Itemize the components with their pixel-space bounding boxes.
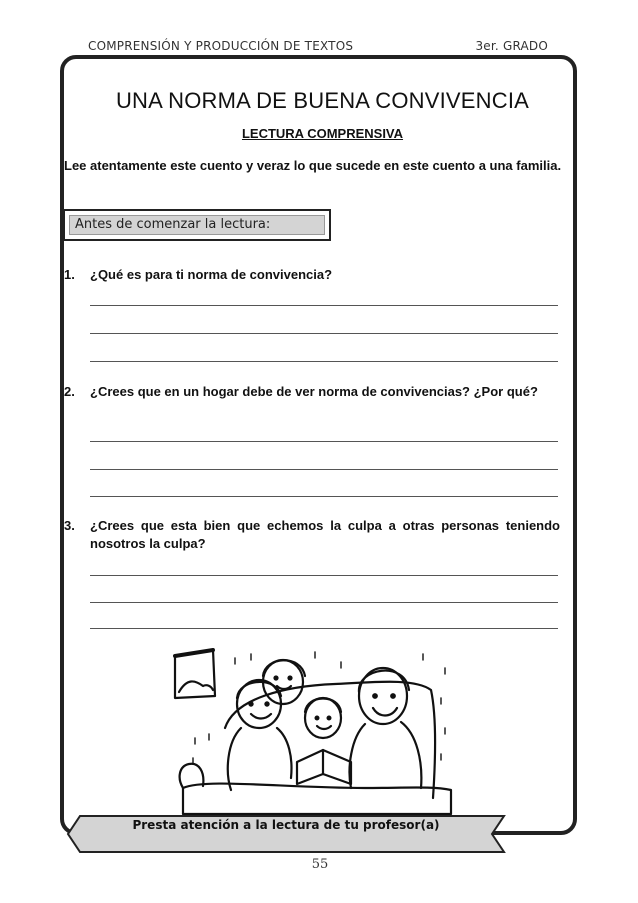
before-reading-box [63, 209, 331, 241]
answer-line[interactable] [90, 361, 558, 362]
banner-text: Presta atención a la lectura de tu profesor(a) [132, 818, 440, 832]
answer-line[interactable] [90, 469, 558, 470]
family-reading-illustration [165, 638, 465, 816]
answer-line[interactable] [90, 496, 558, 497]
grade-label: 3er. GRADO [475, 39, 548, 53]
question-text: ¿Crees que esta bien que echemos la culpa a otras personas teniendo nosotros la culpa? [90, 518, 560, 551]
answer-line[interactable] [90, 628, 558, 629]
question-2 [64, 383, 560, 401]
answer-line[interactable] [90, 305, 558, 306]
answer-line[interactable] [90, 602, 558, 603]
before-reading-label: Antes de comenzar la lectura: [75, 217, 271, 232]
question-number: 1. [64, 267, 75, 282]
question-number: 3. [64, 518, 75, 533]
intro-text: Lee atentamente este cuento y veraz lo que sucede en este cuento a una familia. [64, 158, 562, 173]
answer-line[interactable] [90, 333, 558, 334]
question-number: 2. [64, 384, 75, 399]
answer-line[interactable] [90, 441, 558, 442]
section-subtitle: LECTURA COMPRENSIVA [241, 126, 404, 141]
page-header [88, 39, 548, 55]
question-text: ¿Qué es para ti norma de convivencia? [90, 267, 333, 282]
page-title: UNA NORMA DE BUENA CONVIVENCIA [115, 88, 530, 113]
course-name: COMPRENSIÓN Y PRODUCCIÓN DE TEXTOS [88, 39, 354, 53]
answer-line[interactable] [90, 575, 558, 576]
question-1 [64, 266, 560, 284]
page-number: 55 [311, 857, 329, 872]
question-text: ¿Crees que en un hogar debe de ver norma de convivencias? ¿Por qué? [90, 384, 538, 399]
question-3 [64, 517, 560, 553]
